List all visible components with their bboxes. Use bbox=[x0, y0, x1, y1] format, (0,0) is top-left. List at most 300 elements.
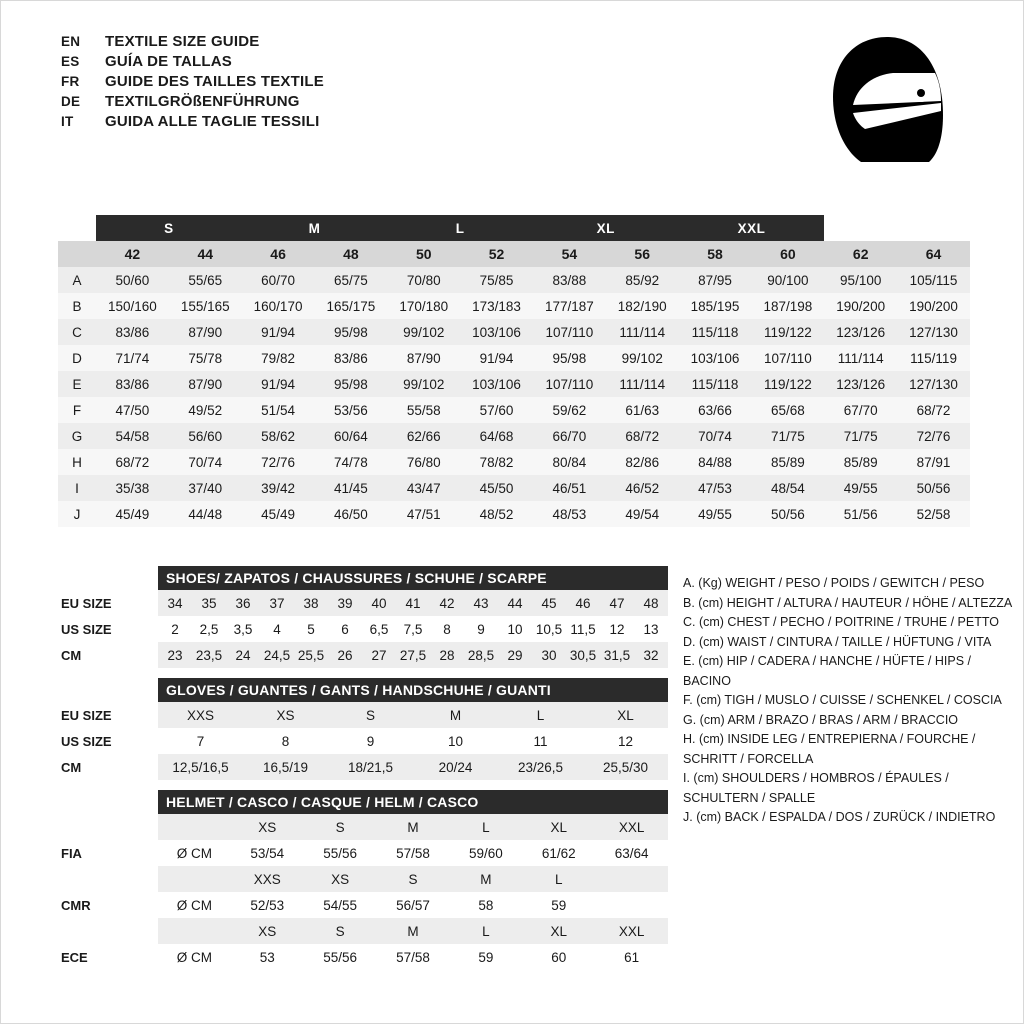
measure-cell: 85/92 bbox=[606, 267, 679, 293]
helmet-value-cells bbox=[158, 944, 668, 970]
gloves-cell: L bbox=[536, 707, 545, 723]
measure-cell: 45/49 bbox=[96, 501, 169, 527]
measure-cell: 95/98 bbox=[533, 345, 606, 371]
measure-cell: 115/119 bbox=[897, 345, 970, 371]
gloves-row-label: EU SIZE bbox=[61, 707, 112, 723]
measure-cell: 68/72 bbox=[606, 423, 679, 449]
size-band-m: M bbox=[242, 215, 388, 241]
measure-cell: 66/70 bbox=[533, 423, 606, 449]
language-row-de bbox=[61, 93, 324, 110]
language-title: GUIDE DES TAILLES TEXTILE bbox=[105, 73, 324, 90]
measure-cell: 49/54 bbox=[606, 501, 679, 527]
measure-label-I: I bbox=[58, 475, 96, 501]
measure-cell: 83/86 bbox=[96, 371, 169, 397]
measure-cell: 47/50 bbox=[96, 397, 169, 423]
measure-cell: 190/200 bbox=[897, 293, 970, 319]
helmet-table bbox=[58, 814, 668, 970]
helmet-size-header: M bbox=[407, 819, 419, 835]
shoes-cell: 44 bbox=[507, 595, 523, 611]
measure-cell: 83/88 bbox=[533, 267, 606, 293]
measure-label-D: D bbox=[58, 345, 96, 371]
measure-cell: 105/115 bbox=[897, 267, 970, 293]
helmet-header-row bbox=[58, 814, 668, 840]
size-number-50: 50 bbox=[387, 241, 460, 267]
measure-label-G: G bbox=[58, 423, 96, 449]
measure-cell: 87/90 bbox=[169, 371, 242, 397]
table-row bbox=[58, 449, 970, 475]
measure-label-H: H bbox=[58, 449, 96, 475]
measure-cell: 45/49 bbox=[242, 501, 315, 527]
gloves-cell: XL bbox=[617, 707, 634, 723]
helmet-value-cell: 59 bbox=[551, 897, 567, 913]
shoes-cell: 31,5 bbox=[603, 647, 631, 663]
shoes-cell: 46 bbox=[575, 595, 591, 611]
helmet-size-header: XS bbox=[331, 871, 350, 887]
measure-cell: 127/130 bbox=[897, 371, 970, 397]
shoes-row-label: CM bbox=[61, 647, 82, 663]
shoes-cell: 47 bbox=[609, 595, 625, 611]
measure-label-F: F bbox=[58, 397, 96, 423]
shoes-row bbox=[58, 616, 668, 642]
measure-cell: 83/86 bbox=[314, 345, 387, 371]
shoes-cell: 32 bbox=[643, 647, 659, 663]
table-row bbox=[58, 475, 970, 501]
table-row bbox=[58, 293, 970, 319]
shoes-cells bbox=[158, 590, 668, 616]
measure-cell: 51/56 bbox=[824, 501, 897, 527]
size-number-62: 62 bbox=[824, 241, 897, 267]
shoes-cell: 38 bbox=[303, 595, 319, 611]
measure-cell: 187/198 bbox=[751, 293, 824, 319]
helmet-size-header: S bbox=[335, 923, 345, 939]
helmet-value-cell: 55/56 bbox=[323, 949, 358, 965]
racing-helmet-icon bbox=[817, 31, 957, 171]
shoes-cell: 4 bbox=[273, 621, 281, 637]
helmet-value-row bbox=[58, 840, 668, 866]
shoes-cell: 13 bbox=[643, 621, 659, 637]
legend-item: G. (cm) ARM / BRAZO / BRAS / ARM / BRACCIO bbox=[683, 712, 959, 727]
legend-item: E. (cm) HIP / CADERA / HANCHE / HÜFTE / HIPS / BACINO bbox=[683, 654, 972, 688]
helmet-value-cell: 55/56 bbox=[323, 845, 358, 861]
language-row-fr bbox=[61, 73, 324, 90]
language-row-es bbox=[61, 53, 324, 70]
measure-cell: 63/66 bbox=[679, 397, 752, 423]
table-row bbox=[58, 267, 970, 293]
shoes-cell: 3,5 bbox=[233, 621, 253, 637]
gloves-row bbox=[58, 702, 668, 728]
language-row-it bbox=[61, 113, 324, 130]
measure-cell: 107/110 bbox=[533, 371, 606, 397]
table-row bbox=[58, 501, 970, 527]
shoes-cell: 26 bbox=[337, 647, 353, 663]
measure-cell: 119/122 bbox=[751, 371, 824, 397]
measure-cell: 99/102 bbox=[606, 345, 679, 371]
measure-cell: 65/75 bbox=[314, 267, 387, 293]
measure-cell: 46/50 bbox=[314, 501, 387, 527]
measure-cell: 70/74 bbox=[679, 423, 752, 449]
measure-cell: 60/64 bbox=[314, 423, 387, 449]
table-row bbox=[58, 319, 970, 345]
measure-cell: 64/68 bbox=[460, 423, 533, 449]
band-spacer bbox=[58, 215, 96, 241]
shoes-row-label: EU SIZE bbox=[61, 595, 112, 611]
gloves-cells bbox=[158, 754, 668, 780]
shoes-cell: 36 bbox=[235, 595, 251, 611]
gloves-row bbox=[58, 754, 668, 780]
gloves-row-label: US SIZE bbox=[61, 733, 112, 749]
shoes-cell: 27,5 bbox=[399, 647, 427, 663]
measure-cell: 72/76 bbox=[897, 423, 970, 449]
legend-item: D. (cm) WAIST / CINTURA / TAILLE / HÜFTUNG / VITA bbox=[683, 634, 992, 649]
measure-cell: 76/80 bbox=[387, 449, 460, 475]
gloves-table bbox=[58, 702, 668, 780]
shoes-cell: 2,5 bbox=[199, 621, 219, 637]
measure-cell: 127/130 bbox=[897, 319, 970, 345]
measure-cell: 84/88 bbox=[679, 449, 752, 475]
shoes-cell: 48 bbox=[643, 595, 659, 611]
measure-cell: 48/54 bbox=[751, 475, 824, 501]
measurement-legend bbox=[683, 574, 1013, 828]
gloves-cell: M bbox=[449, 707, 462, 723]
gloves-cell: 25,5/30 bbox=[602, 759, 649, 775]
measure-cell: 51/54 bbox=[242, 397, 315, 423]
shoes-cell: 8 bbox=[443, 621, 451, 637]
measure-cell: 71/75 bbox=[824, 423, 897, 449]
gloves-cell: 12,5/16,5 bbox=[172, 759, 229, 775]
measure-cell: 78/82 bbox=[460, 449, 533, 475]
helmet-value-cell: 59 bbox=[478, 949, 494, 965]
measure-cell: 44/48 bbox=[169, 501, 242, 527]
size-number-52: 52 bbox=[460, 241, 533, 267]
size-number-54: 54 bbox=[533, 241, 606, 267]
shoes-cell: 35 bbox=[201, 595, 217, 611]
shoes-cell: 25,5 bbox=[297, 647, 325, 663]
measure-label-C: C bbox=[58, 319, 96, 345]
helmet-value-cell: 53 bbox=[259, 949, 275, 965]
gloves-cell: 23/26,5 bbox=[517, 759, 564, 775]
gloves-cell: 8 bbox=[281, 733, 290, 749]
gloves-cell: 18/21,5 bbox=[347, 759, 394, 775]
measure-cell: 65/68 bbox=[751, 397, 824, 423]
measure-cell: 54/58 bbox=[96, 423, 169, 449]
shoes-cell: 28 bbox=[439, 647, 455, 663]
measure-cell: 70/74 bbox=[169, 449, 242, 475]
table-row bbox=[58, 397, 970, 423]
language-title: GUÍA DE TALLAS bbox=[105, 53, 232, 70]
gloves-cell: 7 bbox=[196, 733, 205, 749]
shoes-cell: 43 bbox=[473, 595, 489, 611]
measure-cell: 80/84 bbox=[533, 449, 606, 475]
measure-cell: 46/51 bbox=[533, 475, 606, 501]
size-number-64: 64 bbox=[897, 241, 970, 267]
helmet-value-cell: 53/54 bbox=[250, 845, 285, 861]
measure-cell: 55/65 bbox=[169, 267, 242, 293]
measure-cell: 67/70 bbox=[824, 397, 897, 423]
size-number-46: 46 bbox=[242, 241, 315, 267]
measure-cell: 74/78 bbox=[314, 449, 387, 475]
helmet-size-header: XXL bbox=[618, 819, 645, 835]
size-band-row bbox=[58, 215, 970, 241]
measure-cell: 79/82 bbox=[242, 345, 315, 371]
measure-cell: 87/91 bbox=[897, 449, 970, 475]
measure-cell: 107/110 bbox=[751, 345, 824, 371]
helmet-value-cell: 61/62 bbox=[541, 845, 576, 861]
helmet-header-row bbox=[58, 866, 668, 892]
measure-cell: 103/106 bbox=[460, 319, 533, 345]
measure-cell: 111/114 bbox=[606, 319, 679, 345]
measure-cell: 165/175 bbox=[314, 293, 387, 319]
gloves-cells bbox=[158, 728, 668, 754]
gloves-cell: XS bbox=[276, 707, 295, 723]
measure-cell: 95/98 bbox=[314, 319, 387, 345]
helmet-standard-label: FIA bbox=[61, 845, 82, 861]
measure-cell: 185/195 bbox=[679, 293, 752, 319]
helmet-value-row bbox=[58, 892, 668, 918]
shoes-row bbox=[58, 642, 668, 668]
measure-cell: 58/62 bbox=[242, 423, 315, 449]
measure-cell: 99/102 bbox=[387, 371, 460, 397]
helmet-unit-label: Ø CM bbox=[176, 949, 213, 965]
language-title: TEXTILE SIZE GUIDE bbox=[105, 33, 260, 50]
size-band-xl: XL bbox=[533, 215, 679, 241]
helmet-standard-label: CMR bbox=[61, 897, 91, 913]
measure-cell: 43/47 bbox=[387, 475, 460, 501]
measure-cell: 37/40 bbox=[169, 475, 242, 501]
shoes-table bbox=[58, 590, 668, 668]
language-code: ES bbox=[61, 54, 80, 69]
measure-cell: 90/100 bbox=[751, 267, 824, 293]
measure-cell: 75/85 bbox=[460, 267, 533, 293]
gloves-cell: 16,5/19 bbox=[262, 759, 309, 775]
measure-cell: 47/51 bbox=[387, 501, 460, 527]
measure-cell: 115/118 bbox=[679, 371, 752, 397]
shoes-row bbox=[58, 590, 668, 616]
table-row bbox=[58, 371, 970, 397]
measure-cell: 87/95 bbox=[679, 267, 752, 293]
measure-cell: 50/56 bbox=[751, 501, 824, 527]
measure-cell: 45/50 bbox=[460, 475, 533, 501]
legend-item: J. (cm) BACK / ESPALDA / DOS / ZURÜCK / INDIETRO bbox=[683, 810, 996, 824]
gloves-cell: 10 bbox=[447, 733, 464, 749]
helmet-header-cells bbox=[158, 918, 668, 944]
measure-cell: 59/62 bbox=[533, 397, 606, 423]
helmet-value-cell: 54/55 bbox=[323, 897, 358, 913]
shoes-cell: 7,5 bbox=[403, 621, 423, 637]
measure-cell: 49/55 bbox=[679, 501, 752, 527]
gloves-row-label: CM bbox=[61, 759, 82, 775]
size-number-48: 48 bbox=[314, 241, 387, 267]
measure-cell: 103/106 bbox=[679, 345, 752, 371]
helmet-value-cell: 63/64 bbox=[614, 845, 649, 861]
measure-cell: 123/126 bbox=[824, 371, 897, 397]
shoes-cell: 28,5 bbox=[467, 647, 495, 663]
shoes-cell: 6,5 bbox=[369, 621, 389, 637]
measure-cell: 95/98 bbox=[314, 371, 387, 397]
gloves-cell: 9 bbox=[366, 733, 375, 749]
helmet-size-header: XL bbox=[550, 923, 567, 939]
helmet-size-header: XS bbox=[258, 923, 277, 939]
gloves-cell: XXS bbox=[186, 707, 214, 723]
measure-cell: 87/90 bbox=[387, 345, 460, 371]
shoes-cells bbox=[158, 642, 668, 668]
measure-cell: 111/114 bbox=[824, 345, 897, 371]
helmet-size-header: XS bbox=[258, 819, 277, 835]
size-number-42: 42 bbox=[96, 241, 169, 267]
measure-cell: 55/58 bbox=[387, 397, 460, 423]
helmet-size-header: S bbox=[408, 871, 418, 887]
measure-cell: 53/56 bbox=[314, 397, 387, 423]
helmet-value-cell: 60 bbox=[551, 949, 567, 965]
helmet-size-header: L bbox=[482, 923, 490, 939]
helmet-header-cells bbox=[158, 814, 668, 840]
helmet-value-cell: 52/53 bbox=[250, 897, 285, 913]
shoes-cell: 41 bbox=[405, 595, 421, 611]
shoes-cell: 42 bbox=[439, 595, 455, 611]
measure-cell: 170/180 bbox=[387, 293, 460, 319]
gloves-cells bbox=[158, 702, 668, 728]
band-spacer bbox=[824, 215, 897, 241]
measure-cell: 72/76 bbox=[242, 449, 315, 475]
helmet-standard-label: ECE bbox=[61, 949, 88, 965]
language-title: TEXTILGRÖßENFÜHRUNG bbox=[105, 93, 300, 110]
legend-item: C. (cm) CHEST / PECHO / POITRINE / TRUHE / PETTO bbox=[683, 615, 1000, 629]
shoes-cell: 11,5 bbox=[570, 621, 596, 637]
helmet-value-cell: 61 bbox=[624, 949, 640, 965]
measure-cell: 50/56 bbox=[897, 475, 970, 501]
shoes-cell: 9 bbox=[477, 621, 485, 637]
shoes-cell: 40 bbox=[371, 595, 387, 611]
helmet-value-row bbox=[58, 944, 668, 970]
helmet-value-cell: 56/57 bbox=[396, 897, 430, 913]
shoes-cell: 5 bbox=[307, 621, 315, 637]
measure-cell: 48/52 bbox=[460, 501, 533, 527]
helmet-value-cells bbox=[158, 840, 668, 866]
legend-item: F. (cm) TIGH / MUSLO / CUISSE / SCHENKEL / COSCIA bbox=[683, 693, 1002, 707]
shoes-cell: 10 bbox=[507, 621, 523, 637]
legend-item: I. (cm) SHOULDERS / HOMBROS / ÉPAULES / SCHULTERN / SPALLE bbox=[683, 771, 949, 805]
shoes-cell: 39 bbox=[337, 595, 353, 611]
shoes-cell: 2 bbox=[171, 621, 179, 637]
helmet-value-cell: 57/58 bbox=[396, 845, 430, 861]
measure-cell: 91/94 bbox=[242, 319, 315, 345]
shoes-cell: 37 bbox=[269, 595, 285, 611]
measure-cell: 177/187 bbox=[533, 293, 606, 319]
measure-cell: 68/72 bbox=[96, 449, 169, 475]
measure-cell: 62/66 bbox=[387, 423, 460, 449]
helmet-size-header: L bbox=[554, 871, 563, 887]
gloves-cell: S bbox=[365, 707, 375, 723]
gloves-cell: 12 bbox=[617, 733, 634, 749]
helmet-size-header: XXS bbox=[253, 871, 281, 887]
measure-cell: 91/94 bbox=[460, 345, 533, 371]
measure-cell: 48/53 bbox=[533, 501, 606, 527]
measure-cell: 49/52 bbox=[169, 397, 242, 423]
measure-cell: 70/80 bbox=[387, 267, 460, 293]
secondary-tables bbox=[58, 566, 668, 970]
measure-cell: 182/190 bbox=[606, 293, 679, 319]
measure-cell: 107/110 bbox=[533, 319, 606, 345]
measure-cell: 68/72 bbox=[897, 397, 970, 423]
helmet-header-row bbox=[58, 918, 668, 944]
measure-cell: 49/55 bbox=[824, 475, 897, 501]
helmet-size-header: M bbox=[407, 923, 419, 939]
measure-cell: 155/165 bbox=[169, 293, 242, 319]
size-band-xxl: XXL bbox=[679, 215, 825, 241]
helmet-size-header: XL bbox=[550, 819, 567, 835]
shoes-cell: 30,5 bbox=[569, 647, 597, 663]
size-number-spacer bbox=[58, 241, 96, 267]
helmet-value-cell: 57/58 bbox=[396, 949, 430, 965]
measure-cell: 173/183 bbox=[460, 293, 533, 319]
language-code: IT bbox=[61, 114, 74, 129]
shoes-cell: 6 bbox=[341, 621, 349, 637]
language-row-en bbox=[61, 33, 324, 50]
language-code: EN bbox=[61, 34, 81, 49]
helmet-value-cell: 58 bbox=[478, 897, 494, 913]
measure-cell: 71/74 bbox=[96, 345, 169, 371]
size-number-56: 56 bbox=[606, 241, 679, 267]
table-row bbox=[58, 345, 970, 371]
size-band-s: S bbox=[96, 215, 242, 241]
helmet-size-header: XXL bbox=[618, 923, 645, 939]
helmet-value-cells bbox=[158, 892, 668, 918]
shoes-cell: 10,5 bbox=[535, 621, 563, 637]
measure-cell: 85/89 bbox=[824, 449, 897, 475]
measure-cell: 35/38 bbox=[96, 475, 169, 501]
gloves-cell: 11 bbox=[533, 733, 548, 749]
shoes-cell: 34 bbox=[167, 595, 183, 611]
size-number-58: 58 bbox=[679, 241, 752, 267]
shoes-cell: 24 bbox=[235, 647, 251, 663]
shoes-title: SHOES/ ZAPATOS / CHAUSSURES / SCHUHE / SCARPE bbox=[158, 566, 668, 590]
language-title-list bbox=[61, 33, 324, 133]
helmet-size-header: L bbox=[482, 819, 490, 835]
legend-item: B. (cm) HEIGHT / ALTURA / HAUTEUR / HÖHE / ALTEZZA bbox=[683, 595, 1013, 610]
shoes-cells bbox=[158, 616, 668, 642]
shoes-cell: 27 bbox=[371, 647, 387, 663]
size-number-60: 60 bbox=[751, 241, 824, 267]
measure-cell: 150/160 bbox=[96, 293, 169, 319]
helmet-unit-label: Ø CM bbox=[176, 845, 213, 861]
legend-item: A. (Kg) WEIGHT / PESO / POIDS / GEWITCH / PESO bbox=[683, 576, 985, 590]
measure-cell: 190/200 bbox=[824, 293, 897, 319]
measure-cell: 41/45 bbox=[314, 475, 387, 501]
shoes-cell: 23 bbox=[167, 647, 183, 663]
language-title: GUIDA ALLE TAGLIE TESSILI bbox=[105, 113, 320, 130]
size-number-44: 44 bbox=[169, 241, 242, 267]
measure-cell: 60/70 bbox=[242, 267, 315, 293]
gloves-title: GLOVES / GUANTES / GANTS / HANDSCHUHE / GUANTI bbox=[158, 678, 668, 702]
measure-cell: 46/52 bbox=[606, 475, 679, 501]
language-code: FR bbox=[61, 74, 80, 89]
measure-cell: 57/60 bbox=[460, 397, 533, 423]
gloves-cell: 20/24 bbox=[438, 759, 473, 775]
size-band-l: L bbox=[387, 215, 533, 241]
shoes-cell: 23,5 bbox=[195, 647, 223, 663]
measure-cell: 115/118 bbox=[679, 319, 752, 345]
measure-cell: 103/106 bbox=[460, 371, 533, 397]
shoes-cell: 45 bbox=[541, 595, 557, 611]
measure-cell: 119/122 bbox=[751, 319, 824, 345]
measure-cell: 95/100 bbox=[824, 267, 897, 293]
measure-cell: 52/58 bbox=[897, 501, 970, 527]
size-number-row bbox=[58, 241, 970, 267]
shoes-row-label: US SIZE bbox=[61, 621, 112, 637]
measure-cell: 87/90 bbox=[169, 319, 242, 345]
shoes-cell: 24,5 bbox=[263, 647, 291, 663]
measure-cell: 71/75 bbox=[751, 423, 824, 449]
measure-cell: 99/102 bbox=[387, 319, 460, 345]
